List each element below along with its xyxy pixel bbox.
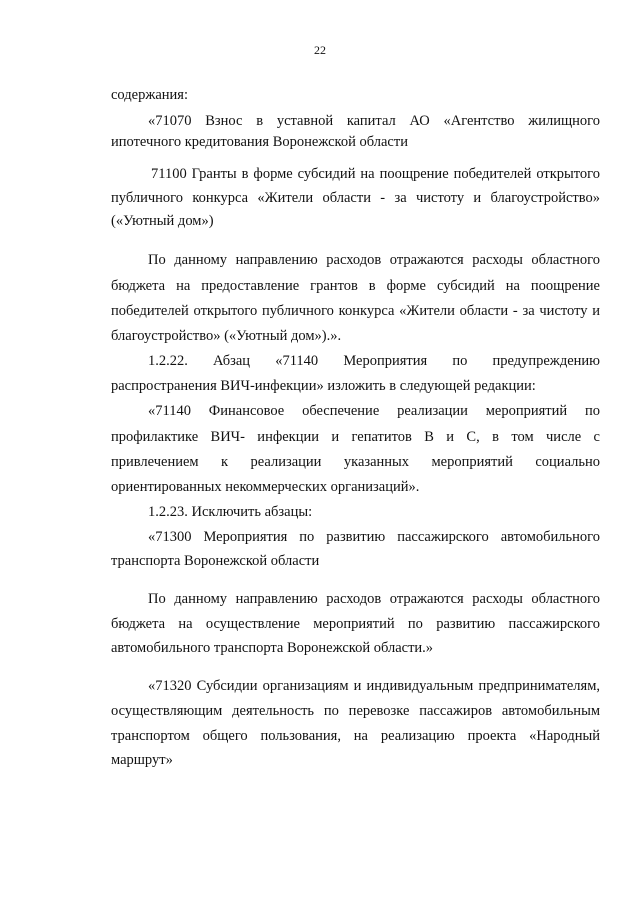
text-line: содержания:	[111, 87, 189, 103]
text-line: транспортом общего пользования, на реализацию проекта «Народный	[111, 728, 600, 744]
text-line: ипотечного кредитования Воронежской области	[111, 134, 408, 150]
page-number: 22	[314, 43, 326, 57]
text-line: 71100 Гранты в форме субсидий на поощрение победителей открытого	[151, 166, 600, 182]
text-line: маршрут»	[111, 752, 173, 768]
text-line: бюджета на предоставление грантов в форме субсидий на поощрение	[111, 278, 600, 294]
text-line: транспорта Воронежской области	[111, 553, 320, 569]
text-line: По данному направлению расходов отражаются расходы областного	[148, 591, 600, 607]
text-line: победителей открытого публичного конкурса «Жители области - за чистоту и	[111, 303, 600, 319]
text-line: привлечением к реализации указанных мероприятий социально	[111, 454, 600, 470]
text-line: ориентированных некоммерческих организаций».	[111, 479, 420, 495]
text-line: «71320 Субсидии организациям и индивидуальным предпринимателям,	[148, 678, 600, 694]
text-line: распространения ВИЧ-инфекции» изложить в следующей редакции:	[111, 378, 536, 394]
text-line: («Уютный дом»)	[111, 213, 214, 229]
text-line: бюджета на осуществление мероприятий по развитию пассажирского	[111, 616, 600, 632]
text-line: осуществляющим деятельность по перевозке пассажиров автомобильным	[111, 703, 600, 719]
text-line: «71070 Взнос в уставной капитал АО «Агентство жилищного	[148, 113, 600, 129]
text-line: 1.2.22. Абзац «71140 Мероприятия по предупреждению	[148, 353, 600, 369]
text-line: «71300 Мероприятия по развитию пассажирского автомобильного	[148, 529, 600, 545]
text-line: профилактике ВИЧ- инфекции и гепатитов В и С, в том числе с	[111, 429, 600, 445]
text-line: публичного конкурса «Жители области - за чистоту и благоустройство»	[111, 190, 600, 206]
text-line: По данному направлению расходов отражаются расходы областного	[148, 252, 600, 268]
text-line: благоустройство» («Уютный дом»).».	[111, 328, 342, 344]
text-line: автомобильного транспорта Воронежской области.»	[111, 640, 434, 656]
text-line: 1.2.23. Исключить абзацы:	[148, 504, 313, 520]
text-line: «71140 Финансовое обеспечение реализации мероприятий по	[148, 403, 600, 419]
